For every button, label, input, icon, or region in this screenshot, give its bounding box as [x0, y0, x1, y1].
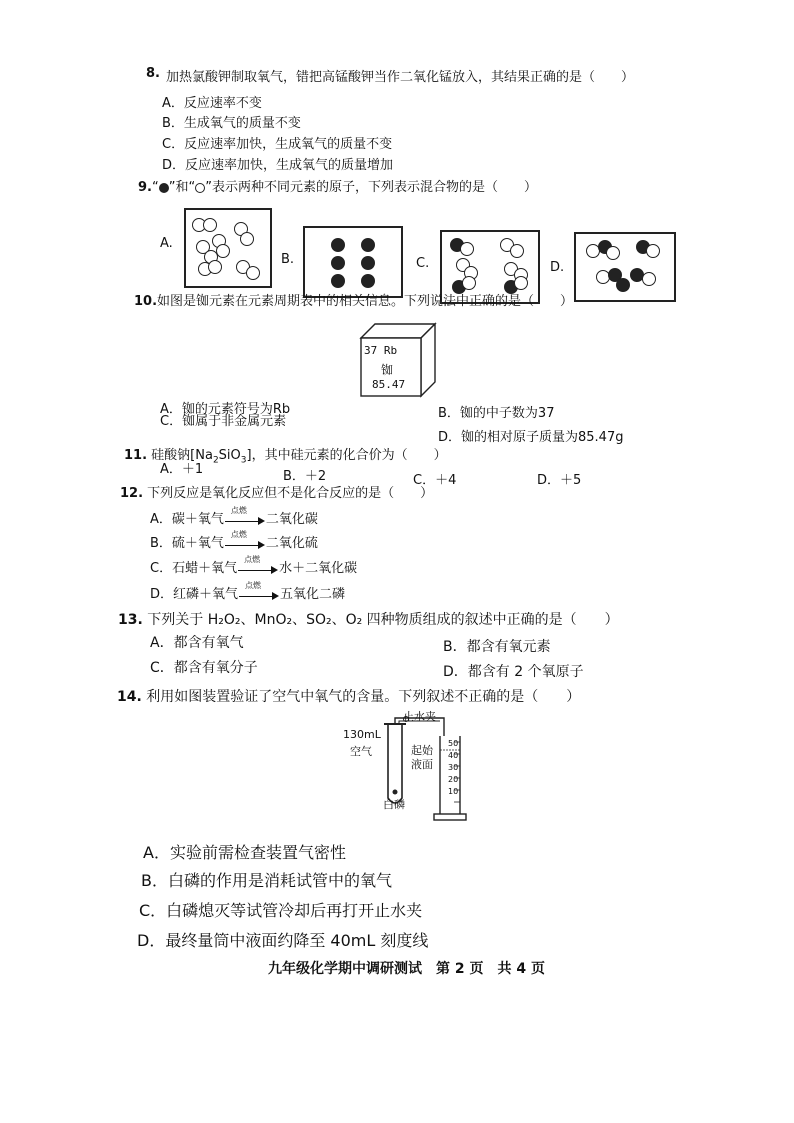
- arrow-condition: 点燃: [245, 580, 262, 590]
- q13-option-b: B．都含有氧元素: [443, 639, 551, 655]
- q10-option-a: A．铷的元素符号为Rb: [160, 402, 291, 417]
- tick-10: 10: [448, 787, 459, 796]
- q12-a-reactants: A．碳＋氧气: [150, 512, 224, 527]
- q10-stem-line: [134, 290, 573, 309]
- q9-quote-open: “: [151, 180, 159, 195]
- cell-atomic-mass: 85.47: [372, 378, 406, 391]
- reaction-arrow-icon: [238, 554, 278, 575]
- tick-30: 30: [448, 763, 459, 772]
- reaction-arrow-icon: [239, 580, 279, 601]
- q11-formula-mid: SiO: [218, 448, 241, 463]
- clamp-label: 止水夹: [403, 710, 436, 723]
- q13-stem: 下列关于 H₂O₂、MnO₂、SO₂、O₂ 四种物质组成的叙述中正确的是（ ）: [147, 612, 619, 628]
- reaction-arrow-icon: [225, 505, 265, 526]
- q12-c-product: 水＋二氧化碳: [279, 561, 358, 576]
- q9-box-a: [184, 208, 272, 288]
- q9-label-a: A.: [160, 236, 173, 251]
- q8-stem: 加热氯酸钾制取氧气，错把高锰酸钾当作二氧化锰放入，其结果正确的是（ ）: [166, 70, 635, 85]
- start-label-2: 液面: [411, 758, 433, 771]
- q13-stem-line: [118, 609, 619, 629]
- q12-stem-line: [120, 482, 433, 501]
- q12-stem: 下列反应是氧化反应但不是化合反应的是（ ）: [147, 486, 434, 501]
- q12-d-product: 五氧化二磷: [280, 587, 346, 602]
- start-label-1: 起始: [411, 744, 433, 757]
- q12-c-reactants: C．石蜡＋氧气: [150, 561, 238, 576]
- filled-atom-icon: [159, 183, 169, 193]
- volume-label: 130mL: [343, 728, 381, 741]
- q11-formula-pre: 硅酸钠[Na: [151, 448, 213, 463]
- tick-20: 20: [448, 775, 459, 784]
- q11-sub2: 3: [240, 455, 247, 466]
- q9-stem-line: [138, 176, 537, 195]
- q13-option-d: D．都含有 2 个氧原子: [443, 664, 584, 680]
- q12-d-reactants: D．红磷＋氧气: [150, 587, 239, 602]
- q10-option-d: D．铷的相对原子质量为85.47g: [438, 430, 624, 445]
- cell-number-symbol: 37 Rb: [364, 344, 398, 357]
- q9-label-b: B.: [281, 252, 295, 267]
- q10-number: 10.: [134, 294, 158, 309]
- q11-sub1: 2: [212, 455, 219, 466]
- q11-option-d: D．＋5: [537, 473, 582, 488]
- q10-stem: 如图是铷元素在元素周期表中的相关信息。下列说法中正确的是（ ）: [157, 294, 574, 309]
- q12-option-d: [150, 580, 346, 602]
- q13-option-c: C．都含有氧分子: [150, 660, 258, 676]
- q11-stem-post: ]，其中硅元素的化合价为（ ）: [246, 448, 447, 463]
- q9-quote-mid: ”和“: [168, 180, 196, 195]
- q14-number: 14.: [117, 689, 142, 705]
- q14-stem-line: [117, 686, 580, 706]
- q9-label-c: C.: [416, 256, 430, 271]
- tick-50: 50: [448, 739, 459, 748]
- phosphorus-label: 白磷: [383, 798, 405, 811]
- q9-stem-text: ”表示两种不同元素的原子，下列表示混合物的是（ ）: [205, 180, 537, 195]
- q12-b-reactants: B．硫＋氧气: [150, 536, 224, 551]
- q9-label-d: D.: [550, 260, 565, 275]
- arrow-condition: 点燃: [230, 529, 247, 539]
- q11-option-c: C．＋4: [413, 473, 457, 488]
- q8-option-d: D．反应速率加快，生成氧气的质量增加: [162, 158, 394, 173]
- arrow-condition: 点燃: [230, 505, 247, 515]
- q11-option-a: A．＋1: [160, 462, 204, 477]
- q12-option-c: [150, 554, 358, 576]
- q11-number: 11.: [124, 448, 148, 463]
- q9-box-d: [574, 232, 676, 302]
- q8-option-b: B．生成氧气的质量不变: [162, 116, 301, 131]
- q14-stem: 利用如图装置验证了空气中氧气的含量。下列叙述不正确的是（ ）: [146, 689, 581, 705]
- cylinder-scale: [448, 738, 458, 798]
- cell-element-name: 铷: [381, 363, 394, 377]
- q8-option-a: A．反应速率不变: [162, 96, 262, 111]
- q10-option-c: C．铷属于非金属元素: [160, 414, 287, 429]
- q14-option-a: A．实验前需检查装置气密性: [143, 843, 346, 862]
- q13-number: 13.: [118, 612, 143, 628]
- reaction-arrow-icon: [225, 529, 265, 550]
- q12-option-b: [150, 529, 318, 551]
- q10-option-b: B．铷的中子数为37: [438, 406, 555, 421]
- arrow-condition: 点燃: [244, 554, 261, 564]
- hollow-atom-icon: [195, 183, 205, 193]
- q9-number: 9.: [138, 180, 152, 195]
- q12-b-product: 二氧化硫: [265, 536, 318, 551]
- tick-40: 40: [448, 751, 459, 760]
- q12-number: 12.: [120, 486, 144, 501]
- q9-box-b: [303, 226, 403, 298]
- q12-a-product: 二氧化碳: [265, 512, 318, 527]
- q14-option-d: D．最终量筒中液面约降至 40mL 刻度线: [137, 931, 429, 950]
- q12-option-a: [150, 505, 318, 527]
- q14-option-c: C．白磷熄灭等试管冷却后再打开止水夹: [139, 901, 423, 920]
- q8-number: 8.: [146, 66, 160, 81]
- q8-option-c: C．反应速率加快，生成氧气的质量不变: [162, 137, 393, 152]
- page-footer: 九年级化学期中调研测试 第 2 页 共 4 页: [268, 961, 545, 977]
- q13-option-a: A．都含有氧气: [150, 635, 244, 651]
- q14-option-b: B．白磷的作用是消耗试管中的氧气: [141, 871, 392, 890]
- q11-option-b: B．＋2: [283, 469, 327, 484]
- air-label: 空气: [350, 745, 372, 758]
